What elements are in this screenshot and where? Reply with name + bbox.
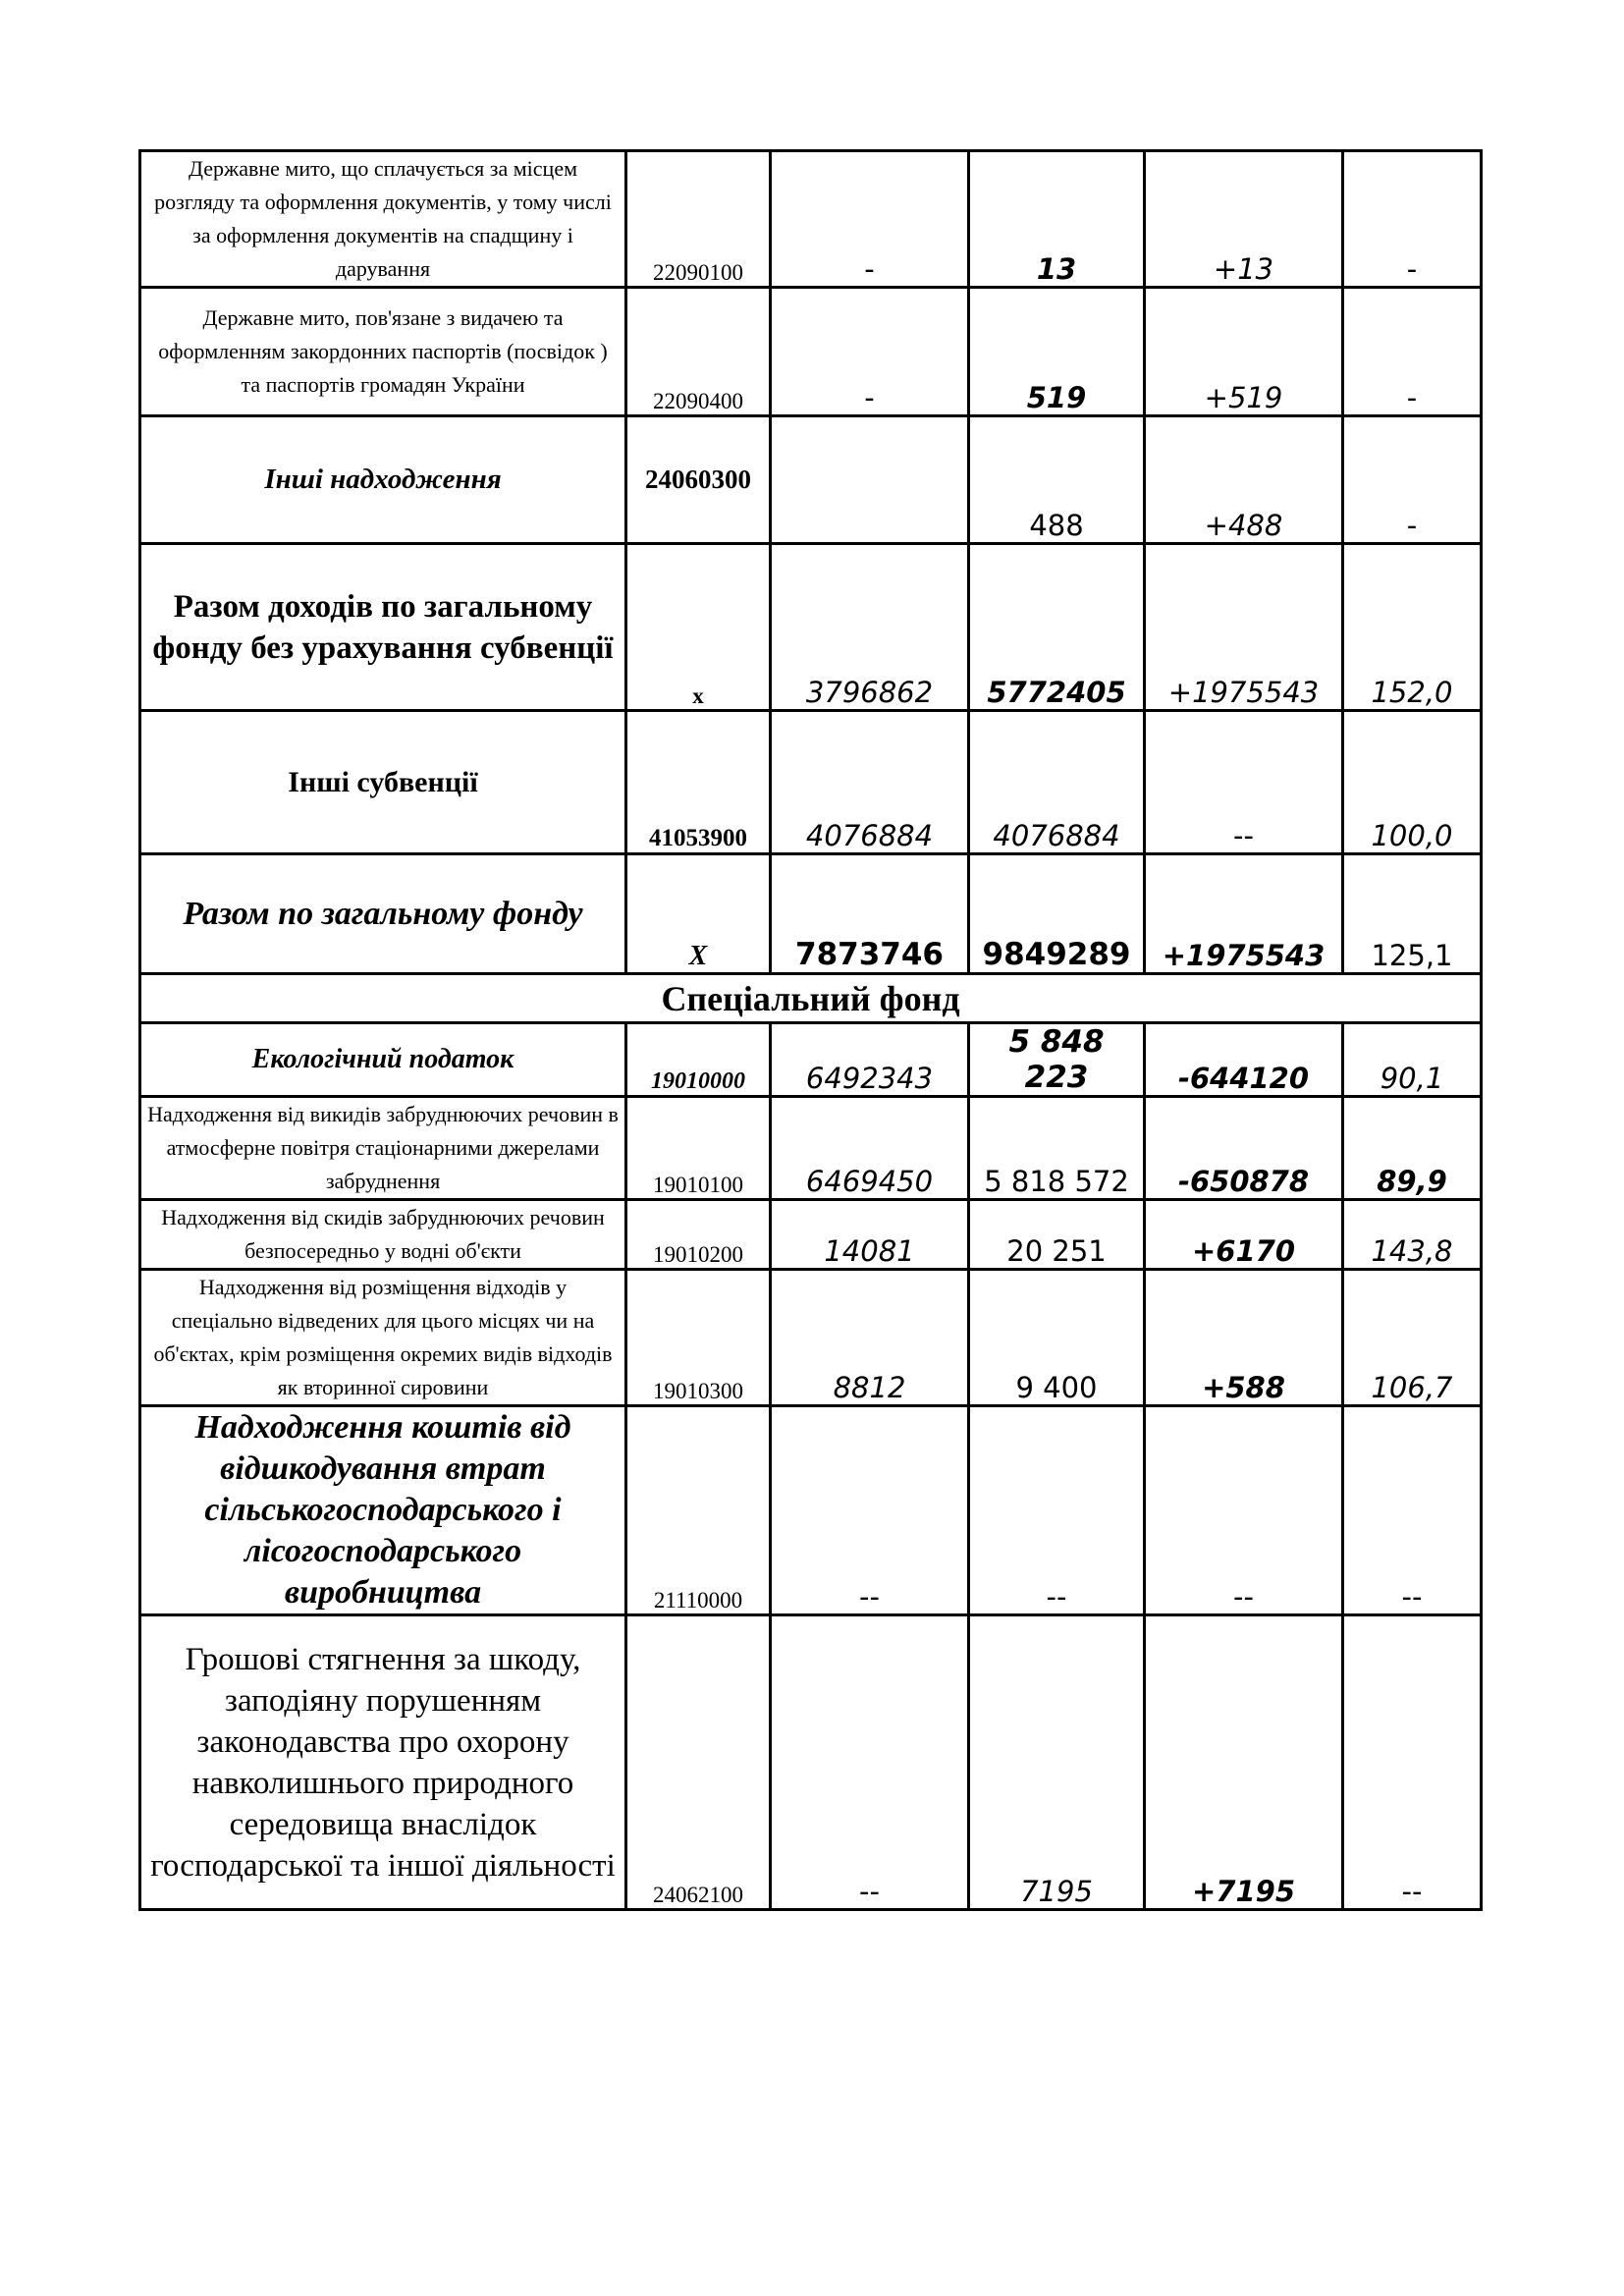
row-value-1-cell: -- [771, 1615, 969, 1910]
row-value-1-cell: 6469450 [771, 1097, 969, 1200]
section-title: Спеціальний фонд [140, 974, 1482, 1023]
row-name-cell: Разом по загальному фонду [140, 854, 626, 974]
row-value-2-cell: 20 251 [969, 1200, 1145, 1270]
row-value-3-cell: -644120 [1145, 1023, 1343, 1097]
row-name-cell: Інші надходження [140, 416, 626, 544]
row-value-2-cell: 5 848 223 [969, 1023, 1145, 1097]
row-code-cell: 21110000 [626, 1406, 771, 1615]
row-value-2-cell: 519 [969, 288, 1145, 416]
row-value-1-cell: -- [771, 1406, 969, 1615]
row-value-3-cell: +7195 [1145, 1615, 1343, 1910]
row-value-2-cell: 13 [969, 151, 1145, 288]
row-value-1-cell: 8812 [771, 1270, 969, 1406]
row-name-cell: Грошові стягнення за шкоду, заподіяну порушенням законодавства про охорону навколишнього природного середовища внаслідок господарської та іншої діяльності [140, 1615, 626, 1910]
row-value-4-cell: - [1343, 288, 1482, 416]
row-value-3-cell: +1975543 [1145, 544, 1343, 711]
row-value-4-cell: - [1343, 151, 1482, 288]
row-value-2-cell: -- [969, 1406, 1145, 1615]
row-name-cell: Разом доходів по загальному фонду без урахування субвенції [140, 544, 626, 711]
row-code-cell: 19010100 [626, 1097, 771, 1200]
table-row [140, 151, 1482, 288]
row-name-cell: Надходження від викидів забруднюючих речовин в атмосферне повітря стаціонарними джерелами забруднення [140, 1097, 626, 1200]
table-row [140, 416, 1482, 544]
table-row [140, 1270, 1482, 1406]
row-value-4-cell: 125,1 [1343, 854, 1482, 974]
row-name-cell: Державне мито, що сплачується за місцем розгляду та оформлення документів, у тому числі за оформлення документів на спадщину і дарування [140, 151, 626, 288]
row-value-3-cell: +588 [1145, 1270, 1343, 1406]
row-value-1-cell: 6492343 [771, 1023, 969, 1097]
budget-table [138, 149, 1483, 1911]
table-row [140, 1023, 1482, 1097]
row-value-1-cell: - [771, 151, 969, 288]
row-value-2-cell: 5772405 [969, 544, 1145, 711]
row-value-1-cell: - [771, 288, 969, 416]
row-name-cell: Екологічний податок [140, 1023, 626, 1097]
row-value-1-cell: 14081 [771, 1200, 969, 1270]
table-row [140, 854, 1482, 974]
row-value-2-cell: 5 818 572 [969, 1097, 1145, 1200]
table-row [140, 1200, 1482, 1270]
row-value-3-cell: -- [1145, 711, 1343, 854]
row-value-4-cell: 106,7 [1343, 1270, 1482, 1406]
row-value-1-cell: 3796862 [771, 544, 969, 711]
row-value-4-cell: 89,9 [1343, 1097, 1482, 1200]
row-code-cell: 22090400 [626, 288, 771, 416]
row-value-3-cell: +1975543 [1145, 854, 1343, 974]
table-row [140, 288, 1482, 416]
row-value-1-cell: 4076884 [771, 711, 969, 854]
row-value-4-cell: 90,1 [1343, 1023, 1482, 1097]
row-name-cell: Державне мито, пов'язане з видачею та оформленням закордонних паспортів (посвідок ) та паспортів громадян України [140, 288, 626, 416]
row-code-cell: х [626, 544, 771, 711]
row-value-4-cell: -- [1343, 1406, 1482, 1615]
row-value-1-cell: 7873746 [771, 854, 969, 974]
row-value-3-cell: -650878 [1145, 1097, 1343, 1200]
row-value-4-cell: - [1343, 416, 1482, 544]
row-value-4-cell: 152,0 [1343, 544, 1482, 711]
row-value-3-cell: -- [1145, 1406, 1343, 1615]
row-value-3-cell: +6170 [1145, 1200, 1343, 1270]
row-code-cell: 19010300 [626, 1270, 771, 1406]
row-name-cell: Надходження коштів від відшкодування втрат сільськогосподарського і лісогосподарського виробництва [140, 1406, 626, 1615]
row-code-cell: 24060300 [626, 416, 771, 544]
table-row [140, 711, 1482, 854]
row-code-cell: 19010200 [626, 1200, 771, 1270]
row-code-cell: Х [626, 854, 771, 974]
row-name-cell: Надходження від скидів забруднюючих речовин безпосередньо у водні об'єкти [140, 1200, 626, 1270]
section-row [140, 974, 1482, 1023]
table-row [140, 1615, 1482, 1910]
row-value-3-cell: +13 [1145, 151, 1343, 288]
row-value-2-cell: 4076884 [969, 711, 1145, 854]
row-value-4-cell: 143,8 [1343, 1200, 1482, 1270]
row-code-cell: 19010000 [626, 1023, 771, 1097]
row-code-cell: 22090100 [626, 151, 771, 288]
row-value-1-cell [771, 416, 969, 544]
row-value-2-cell: 7195 [969, 1615, 1145, 1910]
table-row [140, 1097, 1482, 1200]
row-value-2-cell: 9 400 [969, 1270, 1145, 1406]
row-value-3-cell: +488 [1145, 416, 1343, 544]
row-value-2-cell: 488 [969, 416, 1145, 544]
table-row [140, 544, 1482, 711]
row-value-2-cell: 9849289 [969, 854, 1145, 974]
row-name-cell: Надходження від розміщення відходів у спеціально відведених для цього місцях чи на об'єктах, крім розміщення окремих видів відходів як вторинної сировини [140, 1270, 626, 1406]
row-code-cell: 41053900 [626, 711, 771, 854]
row-value-3-cell: +519 [1145, 288, 1343, 416]
row-value-4-cell: 100,0 [1343, 711, 1482, 854]
row-name-cell: Інші субвенції [140, 711, 626, 854]
table-row [140, 1406, 1482, 1615]
row-code-cell: 24062100 [626, 1615, 771, 1910]
row-value-4-cell: -- [1343, 1615, 1482, 1910]
